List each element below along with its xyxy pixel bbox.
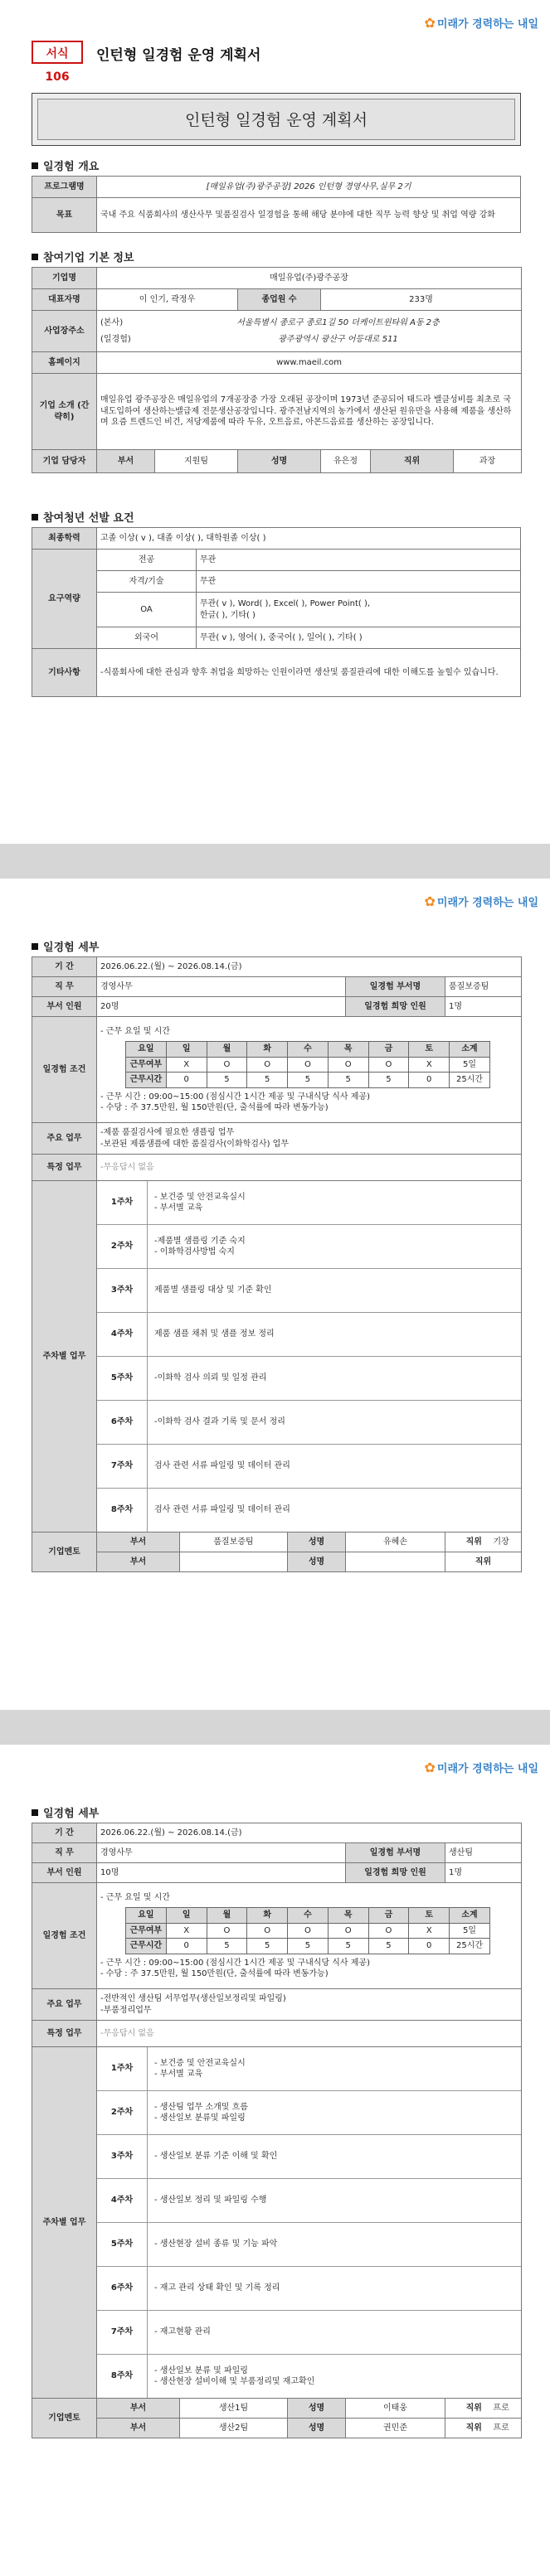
schedule-day: 토	[409, 1908, 450, 1924]
duty-label: 직 무	[32, 1843, 97, 1863]
brand-logo: ✿ 미래가 경력하는 내일	[424, 15, 538, 31]
week-task-row	[97, 2134, 521, 2178]
want-count-value: 1명	[445, 1863, 522, 1883]
week-task-text: - 생산일보 분류 및 파일링 - 생산현장 설비이해 및 부품정리및 재고확인	[147, 2355, 521, 2398]
schedule-day: 수	[288, 1908, 329, 1924]
major-value: 무관	[197, 550, 521, 571]
week-task-row	[97, 1444, 521, 1488]
week-number: 8주차	[110, 1505, 134, 1515]
week-task-row	[97, 1268, 521, 1312]
section-requirements-heading: 참여청년 선발 요건	[32, 509, 134, 525]
oa-value: 무관( v ), Word( ), Excel( ), Power Point( ), 한글( ), 기타( )	[197, 593, 521, 627]
week-number: 7주차	[110, 2327, 134, 2337]
schedule-attend: O	[368, 1923, 409, 1939]
goal-label: 목표	[32, 198, 97, 233]
manager-position-value: 과장	[454, 450, 522, 473]
mentor-label: 기업멘토	[32, 2399, 97, 2438]
main-title-box	[32, 93, 521, 146]
week-number: 5주차	[110, 1373, 134, 1383]
week-task-text: 제품 샘플 채취 및 샘플 정보 정리	[147, 1313, 521, 1356]
mentor-1-dept: 생산1팀	[180, 2399, 288, 2419]
schedule-day: 수	[288, 1042, 329, 1058]
weekly-tasks-label: 주차별 업무	[32, 1181, 97, 1533]
address-label: 사업장주소	[32, 311, 97, 352]
week-task-text: - 생산일보 분류 기준 이해 및 확인	[147, 2135, 521, 2178]
period-value: 2026.06.22.(월) ~ 2026.08.14.(금)	[97, 957, 522, 977]
week-task-text: - 보건증 및 안전교육실시 - 부서별 교육	[147, 1181, 521, 1224]
program-value: [매일유업(주)광주공장] 2026 인턴형 경영사무,실무 2기	[97, 177, 521, 198]
logo-mark-icon: ✿	[424, 1760, 436, 1775]
week-number: 1주차	[110, 2064, 134, 2074]
schedule-hours: 25시간	[450, 1073, 490, 1088]
week-task-text: - 재고 관리 상태 확인 및 기록 정리	[147, 2267, 521, 2310]
company-name-label: 기업명	[32, 268, 97, 289]
education-label: 최종학력	[32, 528, 97, 550]
schedule-attend: O	[288, 1057, 329, 1073]
schedule-day: 토	[409, 1042, 450, 1058]
section-bullet-icon	[32, 254, 38, 260]
schedule-attend: O	[247, 1057, 288, 1073]
week-task-text: 제품별 샘플링 대상 및 기준 확인	[147, 1269, 521, 1312]
work-pay: - 수당 : 주 37.5만원, 월 150만원(단, 출석률에 따라 변동가능)	[100, 1969, 329, 1978]
work-pay: - 수당 : 주 37.5만원, 월 150만원(단, 출석률에 따라 변동가능)	[100, 1103, 329, 1112]
address-hq: 서울특별시 종로구 종로1길 50 더케이트윈타워 A동 2층	[236, 318, 440, 327]
week-task-text: -이화학 검사 의뢰 및 일정 관리	[147, 1357, 521, 1400]
conditions-value: - 근무 요일 및 시간 요일 일 월 화 수 목 금 토 소계 근무여부 X O O O O O X 5일 근무시간 0 5 5 5 5 5 0 25시간 - 근무 시간 : 09:00~15:00 (점심시간 1시간 제공 및 구내식당 식사 제공) - 수당 : 주 37.5만원, 월 150만원(단, 출석률에 따라 변동가능)	[97, 1017, 522, 1123]
week-task-row	[97, 2047, 521, 2090]
address-value: (본사) 서울특별시 종로구 종로1길 50 더케이트윈타워 A동 2층 (일경험) 광주광역시 광산구 어등대로 511	[97, 311, 522, 352]
week-task-row	[97, 2354, 521, 2398]
schedule-hours: 5	[207, 1939, 247, 1954]
section-bullet-icon	[32, 514, 38, 521]
major-label: 전공	[97, 550, 197, 571]
goal-value: 국내 주요 식품회사의 생산사무 및품질검사 일경험을 통해 해당 분야에 대한 직무 능력 향상 및 취업 역량 강화	[97, 198, 521, 233]
week-task-text: - 생산일보 정리 및 파일링 수행	[147, 2179, 521, 2222]
week-number: 6주차	[110, 2283, 134, 2293]
brand-logo: ✿ 미래가 경력하는 내일	[424, 1760, 538, 1775]
week-task-row	[97, 2222, 521, 2266]
week-task-row	[97, 1356, 521, 1400]
schedule-hours: 0	[166, 1073, 207, 1088]
document-title: 인턴형 일경험 운영 계획서	[96, 47, 261, 64]
etc-label: 기타사항	[32, 649, 97, 697]
week-number: 2주차	[110, 2108, 134, 2118]
intro-label: 기업 소개 (간략히)	[32, 374, 97, 450]
page-3	[0, 1745, 550, 2576]
conditions-label: 일경험 조건	[32, 1883, 97, 1989]
mentor-1-name: 유혜손	[346, 1533, 445, 1552]
education-value: 고졸 이상( v ), 대졸 이상( ), 대학원졸 이상( )	[97, 528, 521, 550]
schedule-hours: 5	[207, 1073, 247, 1088]
main-task-value: -제품 품질검사에 필요한 샘플링 업무 -보관된 제품샘플에 대한 품질검사(이화학검사) 업무	[97, 1123, 522, 1155]
schedule-day: 화	[247, 1908, 288, 1924]
dept-name-label: 일경험 부서명	[346, 1843, 445, 1863]
week-task-text: 검사 관련 서류 파일링 및 데이터 관리	[147, 1445, 521, 1488]
week-number: 3주차	[110, 2152, 134, 2162]
schedule-attend: O	[247, 1923, 288, 1939]
ceo-label: 대표자명	[32, 289, 97, 311]
main-title: 인턴형 일경험 운영 계획서	[37, 99, 515, 140]
duty-label: 직 무	[32, 977, 97, 997]
week-task-row	[97, 2266, 521, 2310]
mentor-2-name: 권민준	[346, 2419, 445, 2438]
schedule-hours: 5	[247, 1939, 288, 1954]
week-task-text: -제품별 샘플링 기준 숙지 - 이화학검사방법 숙지	[147, 1225, 521, 1268]
brand-logo: ✿ 미래가 경력하는 내일	[424, 893, 538, 909]
schedule-hours: 5	[247, 1073, 288, 1088]
duty-value: 경영사무	[97, 1843, 346, 1863]
special-task-value: -무응답시 없음	[97, 2021, 522, 2047]
company-name-value: 매일유업(주)광주공장	[97, 268, 522, 289]
website-value[interactable]: www.maeil.com	[97, 352, 522, 374]
schedule-day: 월	[207, 1042, 247, 1058]
week-task-row	[97, 2178, 521, 2222]
certificate-value: 무관	[197, 571, 521, 593]
detail-table: 기 간 2026.06.22.(월) ~ 2026.08.14.(금) 직 무 경영사무 일경험 부서명 생산팀 부서 인원 10명 일경험 희망 인원 1명 일경험 조건 - 근무 요일 및 시간 요일 일 월 화 수 목 금 토 소계 근무여부 X O O O O O X 5일 근무시간 0 5 5 5 5 5 0 25시간 - 근무 시간 : 09:00~15:00 (점심시간 1시간 제공 및 구내식당 식사 제공) - 수당 : 주 37.5만원, 월 150만원(단, 출석률에 따라 변동가능) 주요 업무 -전반적인 생산팀 서무업무(생산일보정리및 파일링) -부품정리업무 특정 업무 -무응답시 없음 주차별 업무 1주차 - 보건증 및 안전교육실시 - 부서별 교육 2주차 - 생산팀 업무 소개및 흐름 - 생산일보 분류및 파일링 3주차 - 생산일보 분류 기준 이해 및 확인 4주차 - 생산일보 정리 및 파일링 수행 5주차 - 생산현장 설비 종류 및 기능 파악 6주차 - 재고 관리 상태 확인 및 기록 정리 7주차 - 재고현황 관리 8주차 - 생산일보 분류 및 파일링 - 생산현장 설비이해 및 부품정리및 재고확인 기업멘토 부서 생산1팀 성명 이태웅 직위 프로 부서 생산2팀 성명 권민준 직위 프로	[32, 1823, 522, 2438]
special-task-label: 특정 업무	[32, 2021, 97, 2047]
dept-name-label: 일경험 부서명	[346, 977, 445, 997]
schedule-attend: 5일	[450, 1057, 490, 1073]
schedule-day: 목	[328, 1908, 368, 1924]
mentor-2-dept	[180, 1552, 288, 1572]
oa-label: OA	[97, 593, 197, 627]
schedule-day: 소계	[450, 1908, 490, 1924]
schedule-attend: 5일	[450, 1923, 490, 1939]
schedule-attend: O	[288, 1923, 329, 1939]
schedule-hours: 5	[328, 1939, 368, 1954]
weekly-tasks	[97, 2047, 522, 2399]
etc-value: -식품회사에 대한 관심과 향후 취업을 희망하는 인원이라면 생산및 품질관리에 대한 이해도를 높힐수 있습니다.	[97, 649, 521, 697]
period-label: 기 간	[32, 957, 97, 977]
schedule-hours: 5	[368, 1073, 409, 1088]
schedule-day: 소계	[450, 1042, 490, 1058]
form-number-badge: 서식 106	[32, 41, 83, 64]
week-number: 4주차	[110, 2196, 134, 2206]
schedule-hours: 5	[328, 1073, 368, 1088]
headcount-value: 20명	[97, 997, 346, 1017]
period-value: 2026.06.22.(월) ~ 2026.08.14.(금)	[97, 1823, 522, 1843]
headcount-label: 부서 인원	[32, 1863, 97, 1883]
weekly-tasks-label: 주차별 업무	[32, 2047, 97, 2399]
form-header	[32, 38, 521, 84]
want-count-value: 1명	[445, 997, 522, 1017]
week-number: 5주차	[110, 2239, 134, 2249]
website-label: 홈페이지	[32, 352, 97, 374]
week-task-text: - 생산팀 업무 소개및 흐름 - 생산일보 분류및 파일링	[147, 2091, 521, 2134]
section-detail-heading: 일경험 세부	[32, 1804, 99, 1820]
schedule-attend: O	[207, 1923, 247, 1939]
mentor-1-pos-cell: 직위 프로	[445, 2399, 522, 2419]
ceo-value: 이 인기, 곽정우	[97, 289, 238, 311]
schedule-attend: X	[409, 1923, 450, 1939]
schedule-hours: 5	[288, 1939, 329, 1954]
week-number: 1주차	[110, 1198, 134, 1208]
duty-value: 경영사무	[97, 977, 346, 997]
week-number: 8주차	[110, 2371, 134, 2381]
week-task-row	[97, 1488, 521, 1532]
headcount-label: 부서 인원	[32, 997, 97, 1017]
schedule-attend: O	[207, 1057, 247, 1073]
week-task-row	[97, 1400, 521, 1444]
detail-table: 기 간 2026.06.22.(월) ~ 2026.08.14.(금) 직 무 경영사무 일경험 부서명 품질보증팀 부서 인원 20명 일경험 희망 인원 1명 일경험 조건 - 근무 요일 및 시간 요일 일 월 화 수 목 금 토 소계 근무여부 X O O O O O X 5일 근무시간 0 5 5 5 5 5 0 25시간 - 근무 시간 : 09:00~15:00 (점심시간 1시간 제공 및 구내식당 식사 제공) - 수당 : 주 37.5만원, 월 150만원(단, 출석률에 따라 변동가능) 주요 업무 -제품 품질검사에 필요한 샘플링 업무 -보관된 제품샘플에 대한 품질검사(이화학검사) 업무 특정 업무 -무응답시 없음 주차별 업무 1주차 - 보건증 및 안전교육실시 - 부서별 교육 2주차 -제품별 샘플링 기준 숙지 - 이화학검사방법 숙지 3주차 제품별 샘플링 대상 및 기준 확인 4주차 제품 샘플 채취 및 샘플 정보 정리 5주차 -이화학 검사 의뢰 및 일정 관리 6주차 -이화학 검사 결과 기록 및 문서 정리 7주차 검사 관련 서류 파일링 및 데이터 관리 8주차 검사 관련 서류 파일링 및 데이터 관리 기업멘토 부서 품질보증팀 성명 유혜손 직위 기장 부서 성명 직위	[32, 956, 522, 1572]
schedule-hours: 5	[288, 1073, 329, 1088]
logo-mark-icon: ✿	[424, 893, 436, 909]
section-overview-heading: 일경험 개요	[32, 157, 99, 173]
mentor-2-dept: 생산2팀	[180, 2419, 288, 2438]
work-time: - 근무 시간 : 09:00~15:00 (점심시간 1시간 제공 및 구내식당 식사 제공)	[100, 1092, 370, 1102]
mentor-2-pos-cell: 직위 프로	[445, 2419, 522, 2438]
schedule-table: 요일 일 월 화 수 목 금 토 소계 근무여부 X O O O O O X 5일 근무시간 0 5 5 5 5 5 0 25시간	[125, 1041, 490, 1088]
want-count-label: 일경험 희망 인원	[346, 1863, 445, 1883]
schedule-hours: 5	[368, 1939, 409, 1954]
conditions-value: - 근무 요일 및 시간 요일 일 월 화 수 목 금 토 소계 근무여부 X O O O O O X 5일 근무시간 0 5 5 5 5 5 0 25시간 - 근무 시간 : 09:00~15:00 (점심시간 1시간 제공 및 구내식당 식사 제공) - 수당 : 주 37.5만원, 월 150만원(단, 출석률에 따라 변동가능)	[97, 1883, 522, 1989]
main-task-value: -전반적인 생산팀 서무업무(생산일보정리및 파일링) -부품정리업무	[97, 1989, 522, 2021]
schedule-day: 화	[247, 1042, 288, 1058]
schedule-attend: O	[328, 1057, 368, 1073]
schedule-day: 금	[368, 1042, 409, 1058]
week-task-text: - 보건증 및 안전교육실시 - 부서별 교육	[147, 2047, 521, 2090]
schedule-day: 목	[328, 1042, 368, 1058]
logo-mark-icon: ✿	[424, 15, 436, 31]
week-task-row	[97, 2090, 521, 2134]
work-time: - 근무 시간 : 09:00~15:00 (점심시간 1시간 제공 및 구내식당 식사 제공)	[100, 1958, 370, 1968]
week-number: 6주차	[110, 1417, 134, 1427]
week-task-row	[97, 1312, 521, 1356]
schedule-hours: 25시간	[450, 1939, 490, 1954]
manager-name-label: 성명	[238, 450, 321, 473]
competency-label: 요구역량	[32, 550, 97, 649]
weekly-tasks	[97, 1181, 522, 1533]
period-label: 기 간	[32, 1823, 97, 1843]
mentor-label: 기업멘토	[32, 1533, 97, 1572]
schedule-day: 일	[166, 1042, 207, 1058]
manager-label: 기업 담당자	[32, 450, 97, 473]
manager-dept-label: 부서	[97, 450, 155, 473]
main-task-label: 주요 업무	[32, 1123, 97, 1155]
mentor-2-pos-cell: 직위	[445, 1552, 522, 1572]
intro-value: 매일유업 광주공장은 매일유업의 7개공장중 가장 오래된 공장이며 1973년 준공되어 태드라 밸클성비를 최초로 국내도입하여 생산하는밸급제 전문생산공장입니다. 광주전남지역의 농가에서 생산된 원유만을 사용해 제품을 생산하며 요즘 트렌드인 비건, 저당제품에 따라 두유, 오트음료, 아몬드음료를 생산하는 공장입니다.	[97, 374, 522, 450]
employee-count-label: 종업원 수	[238, 289, 321, 311]
schedule-day: 금	[368, 1908, 409, 1924]
company-table	[32, 267, 522, 473]
section-company-heading: 참여기업 기본 정보	[32, 249, 134, 264]
main-task-label: 주요 업무	[32, 1989, 97, 2021]
manager-position-label: 직위	[371, 450, 454, 473]
week-number: 4주차	[110, 1329, 134, 1339]
want-count-label: 일경험 희망 인원	[346, 997, 445, 1017]
week-task-text: 검사 관련 서류 파일링 및 데이터 관리	[147, 1489, 521, 1532]
mentor-1-pos-cell: 직위 기장	[445, 1533, 522, 1552]
employee-count-value: 233명	[321, 289, 522, 311]
section-bullet-icon	[32, 943, 38, 950]
week-task-row	[97, 1224, 521, 1268]
mentor-1-dept: 품질보증팀	[180, 1533, 288, 1552]
headcount-value: 10명	[97, 1863, 346, 1883]
special-task-value: -무응답시 없음	[97, 1155, 522, 1181]
special-task-label: 특정 업무	[32, 1155, 97, 1181]
conditions-label: 일경험 조건	[32, 1017, 97, 1123]
schedule-day: 월	[207, 1908, 247, 1924]
schedule-attend: X	[166, 1057, 207, 1073]
week-task-row	[97, 2310, 521, 2354]
page-2	[0, 879, 550, 1710]
manager-name-value: 유은정	[321, 450, 371, 473]
dept-name-value: 품질보증팀	[445, 977, 522, 997]
week-number: 7주차	[110, 1461, 134, 1471]
section-bullet-icon	[32, 162, 38, 169]
dept-name-value: 생산팀	[445, 1843, 522, 1863]
address-site: 광주광역시 광산구 어등대로 511	[278, 334, 398, 344]
schedule-attend: O	[328, 1923, 368, 1939]
page-1	[0, 0, 550, 844]
requirements-table	[32, 527, 521, 697]
schedule-hours: 0	[409, 1073, 450, 1088]
language-label: 외국어	[97, 627, 197, 649]
week-task-text: -이화학 검사 결과 기록 및 문서 정리	[147, 1401, 521, 1444]
overview-table	[32, 176, 521, 233]
schedule-attend: X	[409, 1057, 450, 1073]
mentor-2-name	[346, 1552, 445, 1572]
week-task-text: - 생산현장 설비 종류 및 기능 파악	[147, 2223, 521, 2266]
program-label: 프로그램명	[32, 177, 97, 198]
section-detail-heading: 일경험 세부	[32, 938, 99, 954]
schedule-day: 일	[166, 1908, 207, 1924]
language-value: 무관( v ), 영어( ), 중국어( ), 일어( ), 기타( )	[197, 627, 521, 649]
schedule-hours: 0	[166, 1939, 207, 1954]
week-task-text: - 재고현황 관리	[147, 2311, 521, 2354]
schedule-hours: 0	[409, 1939, 450, 1954]
schedule-attend: O	[368, 1057, 409, 1073]
schedule-attend: X	[166, 1923, 207, 1939]
manager-dept-value: 지원팀	[155, 450, 238, 473]
mentor-1-name: 이태웅	[346, 2399, 445, 2419]
certificate-label: 자격/기술	[97, 571, 197, 593]
week-number: 2주차	[110, 1242, 134, 1252]
week-task-row	[97, 1181, 521, 1224]
week-number: 3주차	[110, 1286, 134, 1295]
schedule-table: 요일 일 월 화 수 목 금 토 소계 근무여부 X O O O O O X 5일 근무시간 0 5 5 5 5 5 0 25시간	[125, 1907, 490, 1954]
section-bullet-icon	[32, 1809, 38, 1816]
